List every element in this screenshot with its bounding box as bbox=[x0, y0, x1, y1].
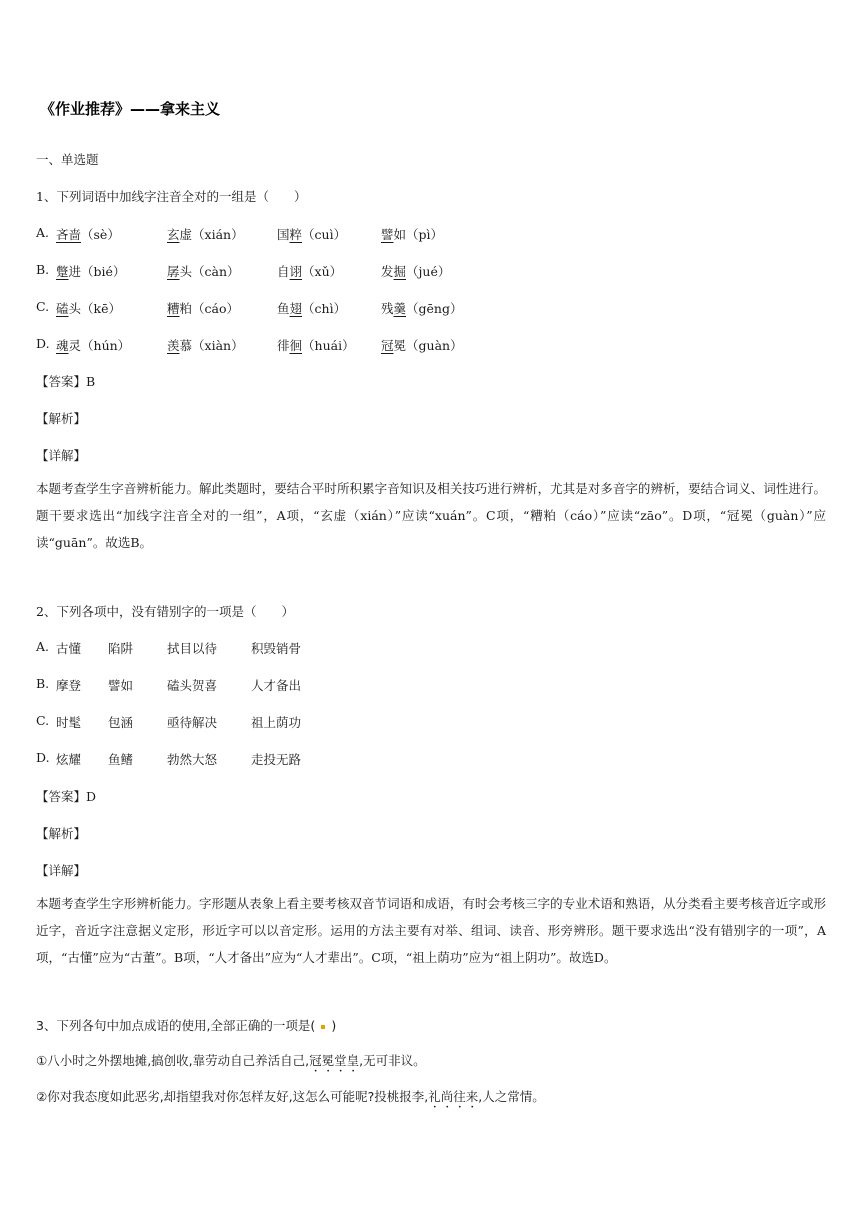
q1-option-word bbox=[277, 262, 342, 280]
document-title: 《作业推荐》——拿来主义 bbox=[40, 100, 221, 118]
q2-option-word: 炫耀 bbox=[56, 752, 82, 767]
q3-s1-pre: ①八小时之外摆地摊,搞创收,靠劳动自己养活自己, bbox=[36, 1053, 310, 1068]
underlined-char: 冠 bbox=[381, 338, 394, 353]
q2-option-word: 人才备出 bbox=[251, 678, 302, 693]
q2-option-word: 积毁销骨 bbox=[251, 641, 302, 656]
q1-option-word bbox=[381, 262, 450, 280]
q2-option-row bbox=[36, 750, 436, 768]
q1-option-word bbox=[277, 225, 346, 243]
q1-stem: 1、下列词语中加线字注音全对的一组是（ ） bbox=[36, 189, 307, 204]
q2-option-word: 走投无路 bbox=[251, 752, 302, 767]
q1-option-word bbox=[56, 225, 120, 243]
word-part: 虚（xián） bbox=[179, 227, 244, 242]
q1-option-letter: D. bbox=[36, 336, 50, 351]
q3-s2-post: ,人之常情。 bbox=[478, 1089, 545, 1104]
underlined-char: 翅 bbox=[289, 301, 303, 316]
q2-detail-label: 【详解】 bbox=[36, 863, 87, 878]
q2-option-word: 摩登 bbox=[56, 678, 82, 693]
underlined-char: 羡 bbox=[167, 338, 180, 353]
q1-option-word bbox=[277, 299, 346, 317]
q1-explanation: 本题考查学生字音辨析能力。解此类题时，要结合平时所积累字音知识及相关技巧进行辨析，尤其是对多音字的辨析，要结合词义、词性进行。题干要求选出“加线字注音全对的一组”，A项，“玄虚（xián）”应读“xuán”。C项，“糟粕（cáo）”应读“zāo”。D项，“冠冕（guàn）”应读“guān”。故选B。 bbox=[36, 481, 826, 550]
word-part: 残 bbox=[381, 301, 394, 316]
word-part: 头（càn） bbox=[179, 264, 240, 279]
q2-option-word: 古懂 bbox=[56, 641, 82, 656]
q2-option-row bbox=[36, 713, 436, 731]
q1-option-word bbox=[167, 262, 240, 280]
word-part: 国 bbox=[277, 227, 290, 242]
word-part: （jué） bbox=[406, 264, 451, 279]
q3-s2-pre: ②你对我态度如此恶劣,却指望我对你怎样友好,这怎么可能呢?投桃报李, bbox=[36, 1089, 429, 1104]
q3-s2-idiom: 礼尚往来 bbox=[428, 1089, 479, 1104]
q1-option-letter: A. bbox=[36, 225, 50, 240]
q2-option-word: 磕头贺喜 bbox=[167, 678, 218, 693]
underlined-char: 粹 bbox=[289, 227, 303, 242]
section-heading: 一、单选题 bbox=[36, 152, 99, 167]
q2-option-word: 时髦 bbox=[56, 715, 82, 730]
q1-analysis-label: 【解析】 bbox=[36, 411, 87, 426]
q2-option-word: 譬如 bbox=[108, 678, 134, 693]
q1-option-word bbox=[167, 336, 244, 354]
q1-detail-label: 【详解】 bbox=[36, 448, 87, 463]
q1-option-row bbox=[36, 225, 556, 243]
q2-option-letter: D. bbox=[36, 750, 50, 765]
word-part: （huái） bbox=[302, 338, 355, 353]
q2-option-word: 拭目以待 bbox=[167, 641, 218, 656]
word-part: （sè） bbox=[81, 227, 120, 242]
underlined-char: 孱 bbox=[167, 264, 180, 279]
q1-option-letter: C. bbox=[36, 299, 50, 314]
q1-option-word bbox=[277, 336, 355, 354]
q3-stem-close: ) bbox=[331, 1018, 337, 1033]
q3-s1-idiom: 冠冕堂皇 bbox=[309, 1053, 360, 1068]
underlined-char: 譬 bbox=[381, 227, 394, 242]
q3-stem-text: 3、下列各句中加点成语的使用,全部正确的一项是( bbox=[36, 1018, 316, 1033]
underlined-char: 羹 bbox=[393, 301, 407, 316]
q1-option-letter: B. bbox=[36, 262, 50, 277]
q2-option-letter: B. bbox=[36, 676, 50, 691]
q2-option-word: 陷阱 bbox=[108, 641, 134, 656]
q1-option-row bbox=[36, 299, 556, 317]
underlined-char: 徊 bbox=[289, 338, 303, 353]
q2-option-letter: A. bbox=[36, 639, 50, 654]
q2-analysis-label: 【解析】 bbox=[36, 826, 87, 841]
q2-explanation: 本题考查学生字形辨析能力。字形题从表象上看主要考核双音节词语和成语，有时会考核三字的专业术语和熟语，从分类看主要考核音近字或形近字，音近字注意据义定形，形近字可以以音定形。运用的方法主要有对举、组词、读音、形旁辨形。题干要求选出“没有错别字的一项”，A项，“古懂”应为“古董”。B项，“人才备出”应为“人才辈出”。C项，“祖上荫功”应为“祖上阴功”。故选D。 bbox=[36, 896, 826, 965]
q2-option-word: 鱼鳍 bbox=[108, 752, 134, 767]
underlined-char: 魂 bbox=[56, 338, 69, 353]
q1-option-word bbox=[381, 299, 462, 317]
underlined-char: 掘 bbox=[393, 264, 407, 279]
underlined-char: 诩 bbox=[289, 264, 303, 279]
q3-stem bbox=[36, 1016, 336, 1034]
underlined-char: 玄 bbox=[167, 227, 180, 242]
q3-sentence-1 bbox=[36, 1051, 426, 1075]
q1-option-word bbox=[381, 225, 443, 243]
word-part: 进（bié） bbox=[68, 264, 126, 279]
q1-option-word bbox=[56, 299, 121, 317]
q2-answer: 【答案】D bbox=[36, 789, 97, 804]
underlined-char: 磕 bbox=[56, 301, 69, 316]
word-part: （cuì） bbox=[302, 227, 347, 242]
q3-blank-marker bbox=[321, 1025, 325, 1029]
q2-option-word: 亟待解决 bbox=[167, 715, 218, 730]
q1-option-row bbox=[36, 262, 556, 280]
word-part: （xǔ） bbox=[302, 264, 343, 279]
q2-option-letter: C. bbox=[36, 713, 50, 728]
q3-sentence-2 bbox=[36, 1087, 545, 1111]
word-part: 徘 bbox=[277, 338, 290, 353]
word-part: 慕（xiàn） bbox=[179, 338, 244, 353]
q1-answer: 【答案】B bbox=[36, 374, 96, 389]
q2-option-row bbox=[36, 639, 436, 657]
q1-option-word bbox=[167, 225, 244, 243]
word-part: 灵（hún） bbox=[68, 338, 131, 353]
q2-stem: 2、下列各项中，没有错别字的一项是（ ） bbox=[36, 604, 294, 619]
word-part: 粕（cáo） bbox=[179, 301, 239, 316]
underlined-char: 吝啬 bbox=[56, 227, 82, 242]
word-part: 头（kē） bbox=[68, 301, 121, 316]
q2-option-word: 包涵 bbox=[108, 715, 134, 730]
q3-s1-post: ,无可非议。 bbox=[359, 1053, 426, 1068]
word-part: 发 bbox=[381, 264, 394, 279]
q1-option-row bbox=[36, 336, 556, 354]
word-part: （chì） bbox=[302, 301, 347, 316]
word-part: 自 bbox=[277, 264, 290, 279]
underlined-char: 糟 bbox=[167, 301, 180, 316]
word-part: （gēng） bbox=[406, 301, 463, 316]
q2-option-row bbox=[36, 676, 436, 694]
word-part: 如（pì） bbox=[393, 227, 444, 242]
q1-option-word bbox=[56, 262, 125, 280]
q1-option-word bbox=[56, 336, 130, 354]
q2-option-word: 勃然大怒 bbox=[167, 752, 218, 767]
word-part: 鱼 bbox=[277, 301, 290, 316]
q1-option-word bbox=[167, 299, 239, 317]
q2-option-word: 祖上荫功 bbox=[251, 715, 302, 730]
underlined-char: 蹩 bbox=[56, 264, 69, 279]
word-part: 冕（guàn） bbox=[393, 338, 463, 353]
q1-option-word bbox=[381, 336, 463, 354]
